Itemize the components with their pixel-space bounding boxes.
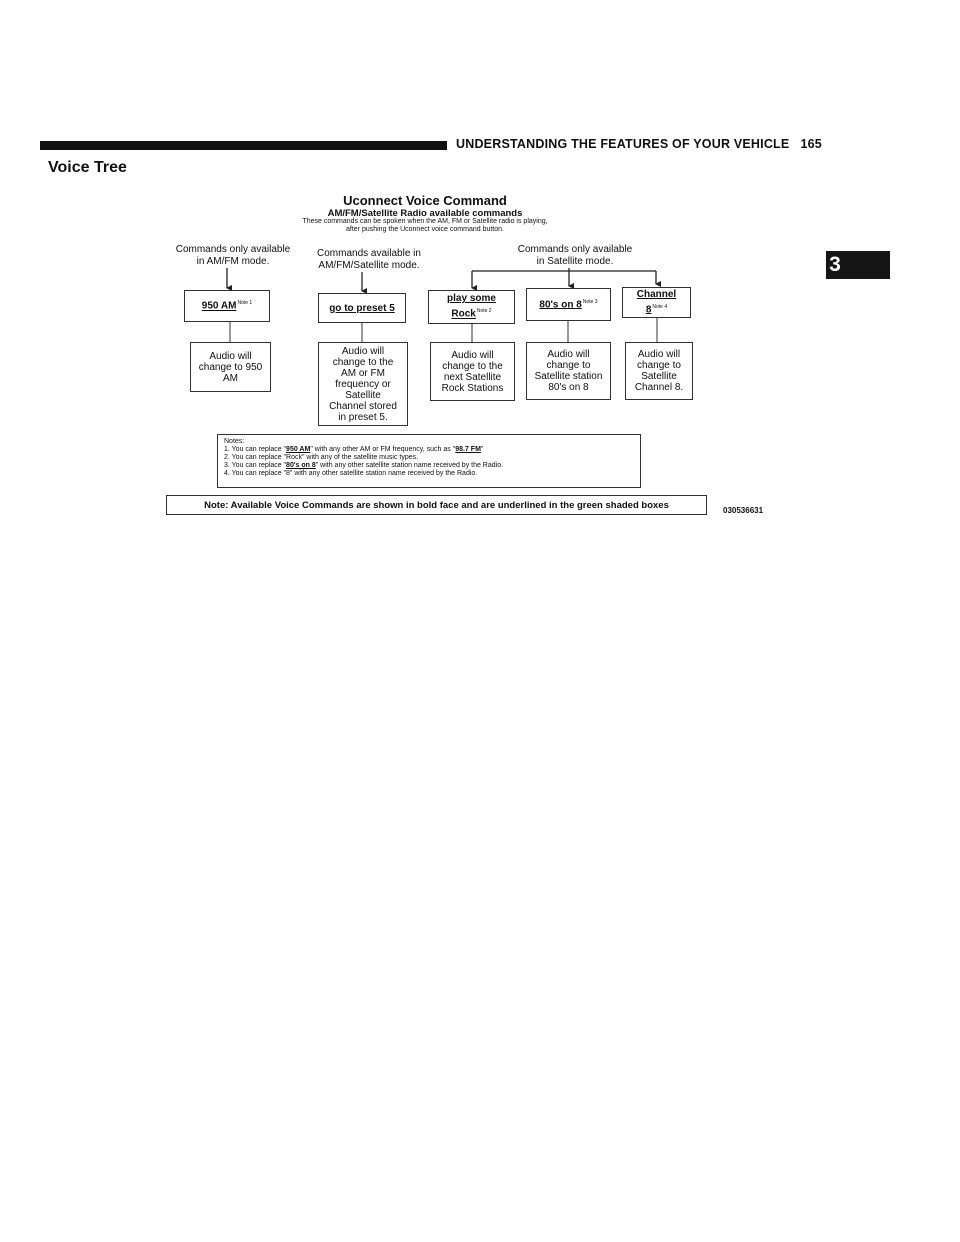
command-label: 80's on 8 [539, 299, 582, 311]
note-2: 2. You can replace "Rock" with any of the satellite music types. [224, 454, 419, 461]
diagram-subtitle: AM/FM/Satellite Radio available commands [327, 208, 523, 219]
note-ref: Note 3 [582, 298, 598, 305]
command-label: play some Rock [447, 293, 496, 320]
result-rock: Audio will change to the next Satellite Rock Stations [430, 342, 515, 401]
note-1-highlight-b: 98.7 FM [455, 446, 481, 453]
available-commands-note: Note: Available Voice Commands are shown in bold face and are underlined in the green shaded boxes [166, 495, 707, 515]
command-label: go to preset 5 [329, 302, 395, 314]
result-950-am: Audio will change to 950 AM [190, 342, 271, 392]
category-amfm: Commands only available in AM/FM mode. [175, 244, 291, 267]
description-line-1: These commands can be spoken when the AM, FM or Satellite radio is playing, [302, 218, 548, 225]
command-80s-on-8 [526, 288, 611, 321]
command-label: 950 AM [201, 300, 237, 312]
note-3-highlight: 80's on 8 [286, 462, 316, 469]
note-1: 1. You can replace "950 AM" with any other AM or FM frequency, such as "98.7 FM" [224, 446, 484, 453]
notes-heading: Notes: [224, 438, 245, 445]
command-label: Channel 8 [636, 288, 677, 316]
result-preset: Audio will change to the AM or FM frequency or Satellite Channel stored in preset 5. [318, 342, 408, 426]
diagram-title: Uconnect Voice Command [343, 193, 507, 208]
note-ref: Note 1 [237, 300, 253, 307]
notes-box [217, 434, 641, 488]
result-channel-8: Audio will change to Satellite Channel 8. [625, 342, 693, 400]
note-ref: Note 4 [652, 303, 668, 310]
note-3: 3. You can replace "80's on 8" with any other satellite station name received by the Radio. [224, 462, 504, 469]
description-line-2: after pushing the Uconnect voice command button. [346, 226, 504, 233]
command-950-am [184, 290, 270, 322]
header-title: UNDERSTANDING THE FEATURES OF YOUR VEHICLE [456, 137, 790, 151]
category-satellite: Commands only available in Satellite mode. [517, 244, 633, 267]
section-title: Voice Tree [48, 159, 127, 176]
note-4: 4. You can replace "8" with any other satellite station name received by the Radio. [224, 470, 478, 477]
command-go-to-preset [318, 293, 406, 323]
category-all: Commands available in AM/FM/Satellite mode. [317, 248, 421, 271]
chapter-number: 3 [829, 253, 841, 276]
result-80s-on-8: Audio will change to Satellite station 80's on 8 [526, 342, 611, 400]
command-play-some-rock [428, 290, 515, 324]
figure-id: 030536631 [723, 506, 764, 515]
note-1-highlight-a: 950 AM [286, 446, 311, 453]
note-ref: Note 2 [476, 308, 492, 315]
page-number: 165 [800, 137, 822, 151]
command-channel-8 [622, 287, 691, 318]
